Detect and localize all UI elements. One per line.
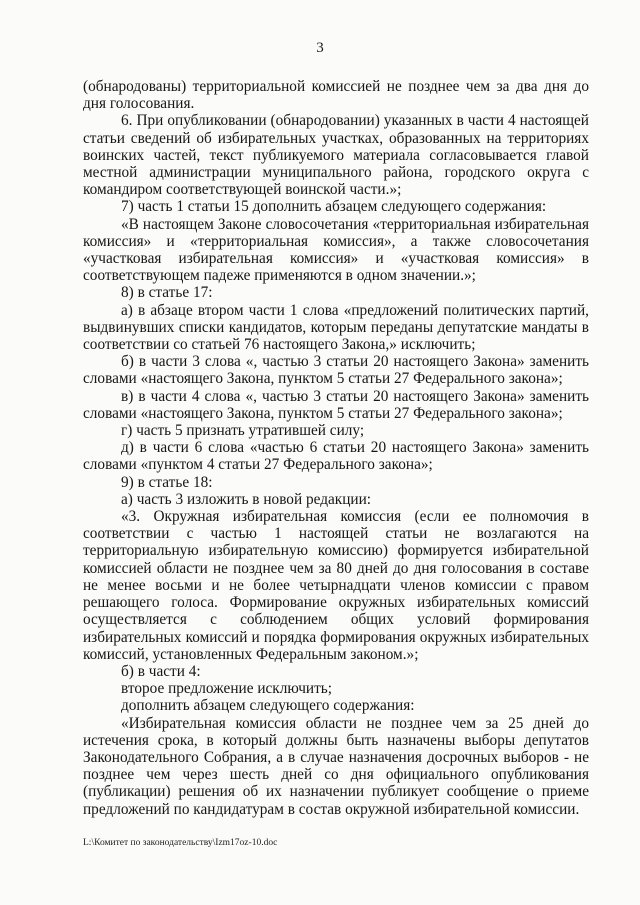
paragraph: д) в части 6 слова «частью 6 статьи 20 настоящего Закона» заменить словами «пунктом 4 статьи 27 Федерального закона»; (83, 439, 589, 474)
paragraph: б) в части 3 слова «, частью 3 статьи 20 настоящего Закона» заменить словами «настоящего Закона, пунктом 5 статьи 27 Федерального закона»; (83, 353, 589, 388)
page-number: 3 (316, 40, 324, 56)
paragraph: «В настоящем Законе словосочетания «территориальная избирательная комиссия» и «территориальная комиссия», а также словосочетания «участковая избирательная комиссия» и «участковая комиссия» в соответствующем падеже применяются в одном значении.»; (83, 215, 589, 285)
paragraph: 9) в статье 18: (121, 473, 213, 491)
footer-file-path: L:\Комитет по законодательству\Izm17oz-10.doc (83, 838, 278, 848)
paragraph: а) в абзаце втором части 1 слова «предложений политических партий, выдвинувших списки кандидатов, которым переданы депутатские мандаты в соответствии со статьей 76 настоящего Закона,» исключить; (83, 301, 589, 354)
paragraph: в) в части 4 слова «, частью 3 статьи 20 настоящего Закона» заменить словами «настоящего Закона, пунктом 5 статьи 27 Федерального закона»; (83, 387, 589, 422)
paragraph: (обнародованы) территориальной комиссией не позднее чем за два дня до дня голосования. (83, 78, 589, 113)
paragraph: «3. Окружная избирательная комиссия (если ее полномочия в соответствии с частью 1 настоящей статьи не возлагаются на территориальную избирательную комиссию) формируется избирательной комиссией области не позднее чем за 80 дней до дня голосования в составе не менее восьми и не более четырнадцати членов комиссии с правом решающего голоса. Формирование окружных избирательных комиссий осуществляется с соблюдением общих условий формирования избирательных комиссий и порядка формирования окружных избирательных комиссий, установленных Федеральным законом.»; (83, 508, 589, 663)
document-body (83, 78, 589, 818)
paragraph: а) часть 3 изложить в новой редакции: (121, 490, 372, 508)
paragraph: второе предложение исключить; (121, 680, 332, 698)
paragraph: дополнить абзацем следующего содержания: (121, 697, 415, 715)
paragraph: 8) в статье 17: (121, 284, 213, 302)
paragraph: 7) часть 1 статьи 15 дополнить абзацем следующего содержания: (121, 198, 547, 216)
paragraph: б) в части 4: (121, 662, 201, 680)
paragraph: г) часть 5 признать утратившей силу; (121, 422, 365, 440)
paragraph: 6. При опубликовании (обнародовании) указанных в части 4 настоящей статьи сведений об избирательных участках, образованных на территориях воинских частей, текст публикуемого материала согласовывается главой местной администрации муниципального района, городского округа с командиром соответствующей воинской части.»; (83, 112, 589, 199)
paragraph: «Избирательная комиссия области не позднее чем за 25 дней до истечения срока, в который должны быть назначены выборы депутатов Законодательного Собрания, а в случае назначения досрочных выборов - не позднее чем через шесть дней со дня официального опубликования (публикации) решения об их назначении публикует сообщение о приеме предложений по кандидатурам в состав окружной избирательной комиссии. (83, 714, 589, 818)
